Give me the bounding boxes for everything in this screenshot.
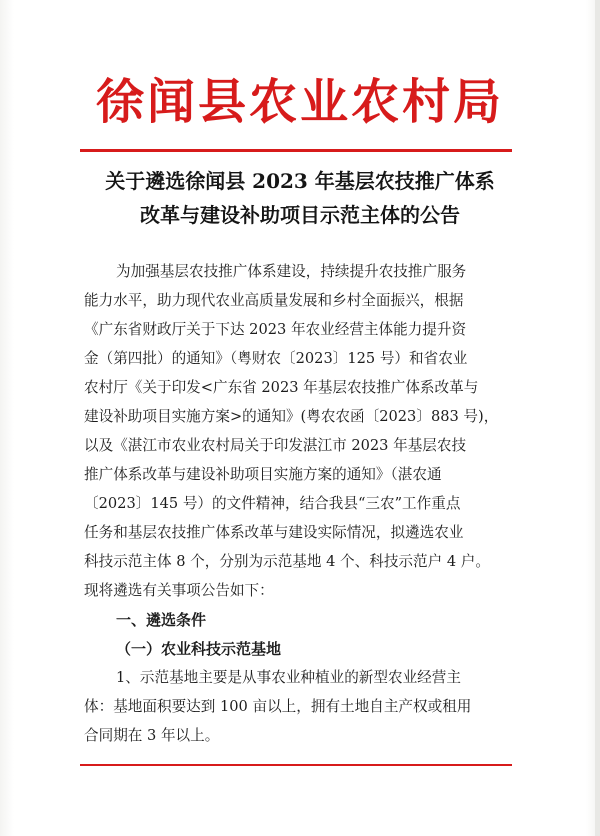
body-line: 以及《湛江市农业农村局关于印发湛江市 2023 年基层农技 bbox=[84, 437, 467, 454]
document-title-line-1: 关于遴选徐闻县 2023 年基层农技推广体系 bbox=[105, 169, 495, 193]
body-line: 任务和基层农技推广体系改革与建设实际情况，拟遴选农业 bbox=[84, 524, 464, 541]
body-line: 合同期在 3 年以上。 bbox=[84, 727, 220, 744]
section-heading: 一、遴选条件 bbox=[116, 611, 207, 629]
scan-edge-shadow bbox=[595, 0, 600, 836]
red-separator-bottom bbox=[80, 764, 512, 766]
body-line: 体：基地面积要达到 100 亩以上，拥有土地自主产权或租用 bbox=[84, 698, 472, 715]
body-line: 科技示范主体 8 个，分别为示范基地 4 个、科技示范户 4 户。 bbox=[84, 553, 490, 570]
red-separator-top bbox=[80, 149, 512, 152]
document-title-line-2: 改革与建设补助项目示范主体的公告 bbox=[140, 203, 460, 227]
body-line: 建设补助项目实施方案>的通知》(粤农农函〔2023〕883 号)， bbox=[84, 408, 499, 425]
body-line: 《广东省财政厅关于下达 2023 年农业经营主体能力提升资 bbox=[84, 321, 467, 338]
body-line: 1、示范基地主要是从事农业种植业的新型农业经营主 bbox=[116, 669, 461, 686]
body-line: 金（第四批）的通知》（粤财农〔2023〕125 号）和省农业 bbox=[84, 350, 468, 367]
body-line: 农村厅《关于印发<广东省 2023 年基层农技推广体系改革与 bbox=[84, 379, 479, 396]
body-line: 为加强基层农技推广体系建设，持续提升农技推广服务 bbox=[116, 263, 467, 280]
body-line: 〔2023〕145 号）的文件精神，结合我县“三农”工作重点 bbox=[84, 495, 461, 512]
issuing-organization-header: 徐闻县农业农村局 bbox=[95, 74, 504, 130]
subsection-heading: （一）农业科技示范基地 bbox=[116, 640, 282, 658]
body-line: 推广体系改革与建设补助项目实施方案的通知》（湛农通 bbox=[84, 466, 442, 483]
body-line: 能力水平，助力现代农业高质量发展和乡村全面振兴，根据 bbox=[84, 292, 464, 309]
body-line: 现将遴选有关事项公告如下： bbox=[84, 582, 274, 599]
